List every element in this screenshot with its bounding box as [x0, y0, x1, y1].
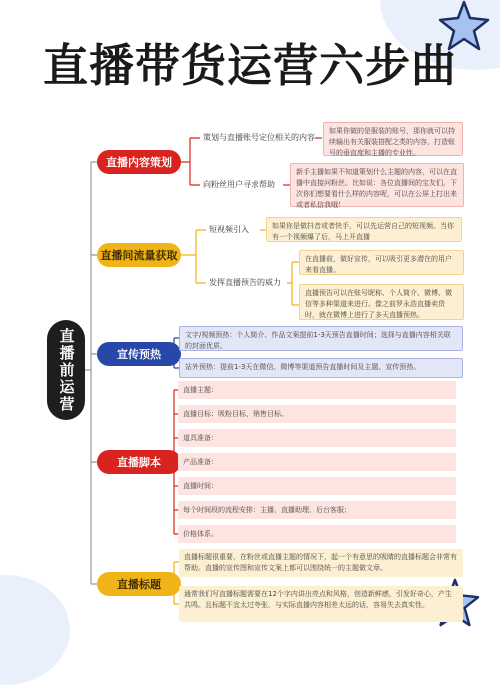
script-row-theme: 直播主题： — [178, 381, 456, 399]
script-row-products: 产品准备： — [178, 453, 456, 471]
branch-live-script: 直播脚本 — [97, 450, 181, 474]
leaf-traffic-2: 在直播前，做好宣传，可以吸引更多潜在的用户来看直播。 — [299, 250, 464, 275]
branch-traffic: 直播间流量获取 — [97, 243, 181, 267]
leaf-title-2: 通常我们写直播标题需要在12个字内讲出亮点和风格，创造新鲜感，引发好奇心，产生共鸣。且标题不宜太过夸张，与实际直播内容相差太远的话，容易失去真实性。 — [179, 586, 463, 622]
branch-promotion: 宣传预热 — [97, 342, 181, 366]
leaf-promo-1: 文字/视频预热：个人简介、作品文案提前1-3天预告直播时间；选择与直播内容相关联的封面优质。 — [179, 326, 463, 351]
leaf-promo-2: 站外预热：提前1-3天在微信、微博等渠道预告直播时间及主题、宣传预热。 — [179, 358, 463, 378]
script-row-goal: 直播目标：吸粉目标，销售目标。 — [178, 405, 456, 423]
leaf-title-1: 直播标题很重要，在粉丝或直播主题的情况下，起一个有意思的吸睛的直播标题会非常有帮助。直播的宣传图和宣传文案上都可以围绕统一的主题做文章。 — [179, 549, 463, 577]
leaf-content-2: 新手主播如果不知道策划什么主题的内容，可以在直播中直接问粉丝。比如说：各位直播间的宝友们，下次你们想要看什么样的内容呢，可以在公屏上打出来或者私信我哦！ — [290, 163, 464, 207]
script-row-pricing: 价格体系。 — [178, 525, 456, 543]
leaf-traffic-3: 直播预告可以在账号昵称、个人简介、微博、微信等多种渠道来进行。像之前罗永浩直播卖货时，就在微博上进行了多天直播预热。 — [299, 284, 464, 320]
script-row-schedule: 每个时间段的流程安排：主播、直播助理、后台客服； — [178, 501, 456, 519]
sub-short-video: 短视频引入 — [209, 225, 249, 234]
leaf-traffic-1: 如果你是做抖音或者快手，可以先运营自己的短视频。当你有一个视频爆了后，马上开直播 — [266, 217, 462, 242]
branch-content-planning: 直播内容策划 — [97, 150, 181, 174]
sub-live-preview: 发挥直播预告的威力 — [209, 278, 281, 287]
script-row-time: 直播时间： — [178, 477, 456, 495]
page-title: 直播带货运营六步曲 — [42, 39, 457, 92]
script-row-props: 道具准备： — [178, 429, 456, 447]
root-node: 直播前运营 — [47, 320, 85, 420]
branch-live-title: 直播标题 — [97, 572, 181, 596]
sub-account-positioning: 策划与直播账号定位相关的内容 — [203, 133, 315, 142]
sub-ask-fans: 向粉丝用户寻求帮助 — [203, 180, 275, 189]
leaf-content-1: 如果你做的是服装的账号，那你就可以持续输出有关服装搭配之类的内容，打造账号的垂直度和主播的专业性。 — [323, 122, 463, 156]
